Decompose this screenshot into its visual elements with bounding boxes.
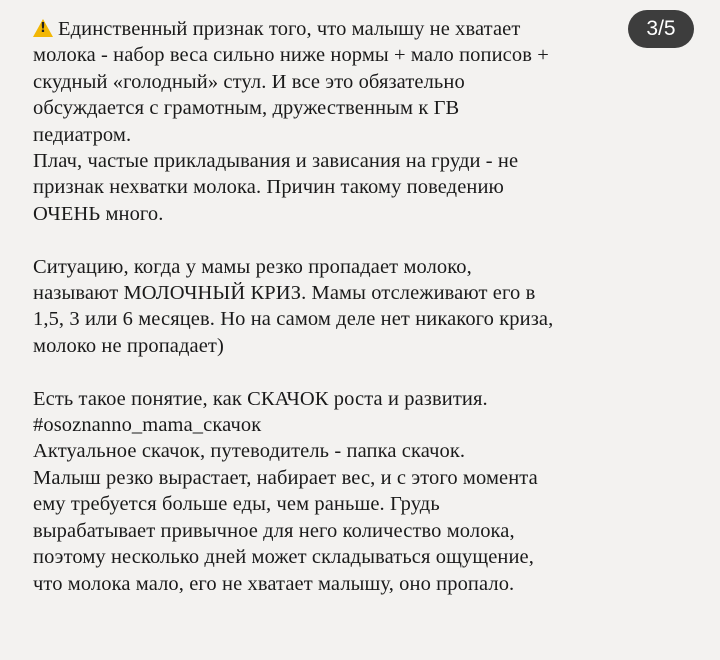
- text-line: Есть такое понятие, как СКАЧОК роста и развития.: [33, 387, 488, 410]
- text-line: Актуальное скачок, путеводитель - папка скачок.: [33, 440, 466, 463]
- text-line: Ситуацию, когда у мамы резко пропадает молоко,: [33, 255, 472, 278]
- page-indicator-badge: 3/5: [628, 10, 694, 48]
- paragraph-growth-spurt: [33, 386, 715, 597]
- text-line: ему требуется больше еды, чем раньше. Грудь: [33, 493, 440, 516]
- text-line: педиатром.: [33, 123, 132, 146]
- paragraph-crying: [33, 148, 715, 227]
- text-line: ОЧЕНЬ много.: [33, 202, 164, 225]
- post-text: [33, 16, 715, 597]
- warning-icon: [33, 19, 53, 37]
- text-line: скудный «голодный» стул. И все это обязательно: [33, 70, 465, 93]
- text-line: вырабатывает привычное для него количество молока,: [33, 519, 515, 542]
- text-line: признак нехватки молока. Причин такому поведению: [33, 176, 504, 199]
- text-line: молоко не пропадает): [33, 334, 224, 357]
- text-line: молока - набор веса сильно ниже нормы + мало пописов +: [33, 44, 549, 67]
- text-line-content: Единственный признак того, что малышу не хватает: [58, 18, 521, 40]
- paragraph-milk-crisis: [33, 254, 715, 360]
- text-line: называют МОЛОЧНЫЙ КРИЗ. Мамы отслеживают его в: [33, 282, 536, 305]
- text-line: 1,5, 3 или 6 месяцев. Но на самом деле нет никакого криза,: [33, 308, 554, 331]
- text-line: Плач, частые прикладывания и зависания на груди - не: [33, 150, 519, 173]
- paragraph-spacer: [33, 227, 715, 253]
- paragraph-spacer: [33, 359, 715, 385]
- text-line: поэтому несколько дней может складываться ощущение,: [33, 546, 534, 569]
- paragraph-hunger-signs: [33, 16, 715, 148]
- text-line: что молока мало, его не хватает малышу, оно пропало.: [33, 572, 515, 595]
- text-line: обсуждается с грамотным, дружественным к ГВ: [33, 97, 460, 120]
- text-line: Малыш резко вырастает, набирает вес, и с этого момента: [33, 466, 538, 489]
- text-line: [33, 16, 715, 42]
- hashtag-link[interactable]: #osoznanno_mama_скачок: [33, 414, 262, 437]
